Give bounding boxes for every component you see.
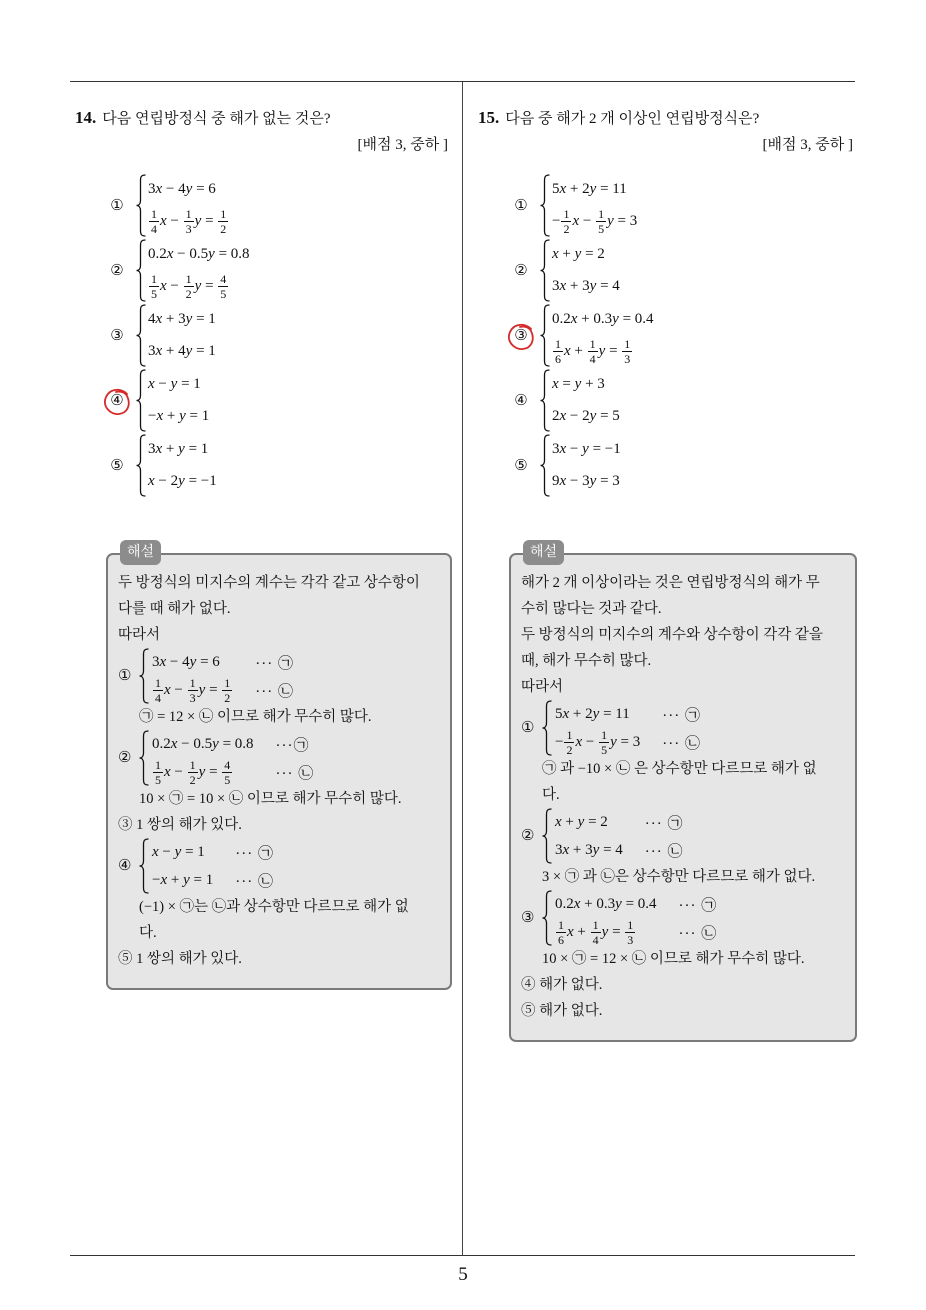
circled-number: ②	[118, 750, 132, 766]
solution-system	[118, 730, 440, 786]
equation-row	[148, 271, 250, 303]
solution-line: ⑤ 1 쌍의 해가 있다.	[118, 951, 242, 967]
math-text: y =	[601, 923, 625, 940]
equation	[555, 896, 657, 913]
math-text: x −	[575, 733, 599, 750]
equation-row	[148, 304, 216, 336]
fraction-denominator: 5	[224, 772, 231, 787]
fraction	[622, 338, 632, 365]
math-text: 0.2x − 0.5y = 0.8	[152, 735, 254, 752]
fraction	[184, 273, 194, 300]
equation-row	[148, 239, 250, 271]
solution-line: ④ 해가 없다.	[521, 977, 603, 993]
curly-brace	[542, 700, 552, 756]
equation-row	[552, 304, 654, 336]
solution-line: ㉠ = 12 × ㉡ 이므로 해가 무수히 많다.	[139, 709, 372, 725]
math-text: x + y = 2	[555, 813, 608, 830]
option-number	[108, 457, 126, 475]
equation-row	[555, 836, 623, 864]
equation-tag: ··· ㉡	[235, 873, 274, 890]
fraction-denominator: 2	[566, 742, 573, 757]
fraction-numerator: 1	[558, 917, 564, 932]
fraction-numerator: 1	[589, 337, 596, 351]
math-text: −	[552, 213, 561, 229]
math-text: y =	[198, 681, 222, 698]
solution-line: 다를 때 해가 없다.	[118, 601, 231, 617]
equation-row	[552, 271, 620, 303]
fraction-denominator: 6	[555, 352, 561, 366]
math-text: 3x + 4y = 1	[148, 343, 216, 359]
fraction-denominator: 2	[185, 287, 192, 301]
fraction-denominator: 5	[598, 222, 605, 236]
equation	[148, 343, 216, 360]
curly-brace	[540, 174, 550, 237]
answer-mark-circle	[505, 320, 537, 352]
fraction	[149, 273, 159, 300]
solution-line: ㉠ 과 −10 × ㉡ 은 상수항만 다르므로 해가 없	[542, 761, 817, 777]
equation-row	[552, 401, 620, 433]
bottom-rule	[70, 1255, 855, 1256]
equation-row	[555, 918, 657, 946]
fraction-numerator: 1	[624, 337, 631, 351]
equation-row	[552, 369, 620, 401]
math-text: 4x + 3y = 1	[148, 311, 216, 327]
fraction-numerator: 1	[155, 757, 161, 772]
equation	[555, 919, 636, 946]
math-text: x −	[572, 213, 596, 229]
equation-system	[552, 434, 621, 498]
answer-option-5	[108, 433, 250, 498]
equation-tag: ···㉠	[275, 737, 310, 754]
math-text: 3x + 3y = 4	[552, 278, 620, 294]
fraction-denominator: 2	[220, 222, 227, 236]
curly-brace	[540, 304, 550, 367]
fraction-numerator: 1	[224, 675, 231, 690]
problem-number: 15.	[478, 108, 500, 127]
math-text: 2x − 2y = 5	[552, 408, 620, 424]
fraction-numerator: 1	[189, 675, 196, 690]
circled-number: ③	[521, 910, 535, 926]
solution-system	[521, 700, 845, 756]
fraction-denominator: 3	[185, 222, 192, 236]
solution-tag: 해설	[523, 540, 564, 565]
equation	[152, 872, 213, 889]
answer-option-2	[108, 238, 250, 303]
solution-line: 때, 해가 무수히 많다.	[521, 653, 652, 669]
fraction-numerator: 1	[566, 727, 573, 742]
circled-number: ④	[110, 392, 124, 409]
curly-brace	[540, 239, 550, 302]
circled-number: ④	[514, 392, 528, 409]
fraction-numerator: 1	[185, 207, 192, 221]
fraction-denominator: 2	[224, 690, 231, 705]
solution-system	[118, 648, 440, 704]
fraction	[222, 677, 232, 704]
answer-option-5	[512, 433, 654, 498]
circled-number: ④	[118, 858, 132, 874]
math-text: y = 3	[607, 213, 638, 229]
equation	[148, 208, 229, 235]
option-number	[108, 327, 126, 345]
solution-body	[521, 570, 845, 1024]
math-text: y =	[198, 763, 222, 780]
equation-tag: ··· ㉡	[678, 925, 718, 942]
circled-number: ②	[521, 828, 535, 844]
fraction-denominator: 6	[558, 932, 564, 947]
equation	[148, 311, 216, 328]
solution-box	[509, 545, 857, 1042]
equation-system	[148, 434, 217, 498]
answer-options	[512, 173, 654, 498]
answer-option-3	[108, 303, 250, 368]
fraction	[153, 759, 163, 786]
curly-brace	[540, 434, 550, 497]
problem-number: 14.	[75, 108, 97, 127]
equation-row	[552, 239, 620, 271]
math-text: y = 3	[610, 733, 641, 750]
equation	[552, 311, 654, 328]
circled-number: ⑤	[514, 457, 528, 474]
answer-option-2	[512, 238, 654, 303]
math-text: 9x − 3y = 3	[552, 473, 620, 489]
answer-option-4	[108, 368, 250, 433]
option-number	[512, 197, 530, 215]
fraction-denominator: 3	[189, 690, 196, 705]
fraction-numerator: 1	[555, 337, 561, 351]
fraction-numerator: 4	[224, 757, 231, 772]
fraction-denominator: 4	[155, 690, 161, 705]
equation-row	[148, 466, 217, 498]
fraction	[188, 677, 198, 704]
equation	[552, 208, 637, 235]
solution-line: 따라서	[118, 627, 161, 643]
circled-number: ②	[514, 262, 528, 279]
fraction	[596, 208, 606, 235]
equation-row	[555, 890, 657, 918]
solution-line: (−1) × ㉠는 ㉡과 상수항만 다르므로 해가 없	[139, 899, 409, 915]
fraction-numerator: 1	[592, 917, 599, 932]
solution-line: 해가 2 개 이상이라는 것은 연립방정식의 해가 무	[521, 575, 820, 591]
math-text: x −	[164, 681, 187, 698]
equation-system	[148, 369, 209, 433]
score-label: [배점 3, 중하 ]	[357, 137, 448, 153]
equation-tag: ··· ㉠	[235, 845, 274, 862]
fraction	[184, 208, 194, 235]
fraction-denominator: 4	[151, 222, 157, 236]
equation	[552, 473, 620, 490]
option-number	[108, 197, 126, 215]
equation	[152, 844, 205, 861]
math-text: y =	[194, 213, 218, 229]
solution-system	[521, 808, 845, 864]
solution-box	[106, 545, 452, 990]
fraction-numerator: 1	[189, 757, 196, 772]
math-text: 3x + 3y = 4	[555, 841, 623, 858]
equation-row	[152, 866, 213, 894]
equation-row	[552, 434, 621, 466]
column-divider	[462, 82, 463, 1256]
fraction-denominator: 4	[589, 352, 596, 366]
solution-line: ⑤ 해가 없다.	[521, 1003, 603, 1019]
curly-brace	[136, 369, 146, 432]
math-text: y =	[194, 278, 218, 294]
equation-row	[152, 676, 233, 704]
math-text: 0.2x + 0.3y = 0.4	[552, 311, 654, 327]
equation-system	[152, 730, 314, 786]
fraction	[591, 919, 601, 946]
fraction-numerator: 4	[220, 272, 227, 286]
question-text: 다음 중 해가 2 개 이상인 연립방정식은?	[505, 111, 760, 127]
equation-system	[552, 239, 620, 303]
curly-brace	[542, 890, 552, 946]
equation-system	[152, 648, 294, 704]
equation	[555, 706, 630, 723]
solution-system	[521, 890, 845, 946]
math-text: 3x + y = 1	[148, 441, 209, 457]
math-text: 0.2x − 0.5y = 0.8	[148, 246, 250, 262]
math-text: −x + y = 1	[148, 408, 210, 424]
equation-system	[552, 174, 637, 238]
curly-brace	[136, 174, 146, 237]
equation	[552, 278, 620, 295]
equation	[148, 408, 209, 425]
equation-tag: ··· ㉠	[255, 655, 295, 672]
solution-line: 두 방정식의 미지수의 계수는 각각 같고 상수항이	[118, 575, 420, 591]
equation-tag: ··· ㉡	[662, 735, 701, 752]
fraction-numerator: 1	[155, 675, 161, 690]
fraction-numerator: 1	[151, 272, 157, 286]
option-number	[512, 262, 530, 280]
equation	[148, 181, 216, 198]
equation-system	[148, 239, 250, 303]
equation-system	[555, 700, 701, 756]
fraction-denominator: 3	[627, 932, 634, 947]
equation	[552, 441, 621, 458]
math-text: x = y + 3	[552, 376, 605, 392]
equation-row	[148, 369, 209, 401]
circled-number: ①	[521, 720, 535, 736]
math-text: −	[555, 733, 564, 750]
math-text: 3x − y = −1	[552, 441, 621, 457]
equation	[152, 736, 254, 753]
math-text: 5x + 2y = 11	[555, 705, 630, 722]
equation-system	[552, 304, 654, 368]
equation-row	[552, 466, 621, 498]
solution-line: 따라서	[521, 679, 564, 695]
equation	[148, 246, 250, 263]
equation-system	[148, 304, 216, 368]
equation-system	[148, 174, 229, 238]
equation	[552, 338, 633, 365]
equation-row	[552, 336, 654, 368]
equation	[555, 842, 623, 859]
solution-line: 10 × ㉠ = 12 × ㉡ 이므로 해가 무수히 많다.	[542, 951, 805, 967]
solution-line: 10 × ㉠ = 10 × ㉡ 이므로 해가 무수히 많다.	[139, 791, 402, 807]
fraction-denominator: 3	[624, 352, 631, 366]
math-text: −x + y = 1	[152, 871, 214, 888]
equation-row	[152, 758, 254, 786]
equation-tag: ··· ㉠	[662, 707, 701, 724]
equation	[148, 273, 229, 300]
equation-tag: ··· ㉠	[644, 815, 684, 832]
option-number	[512, 457, 530, 475]
curly-brace	[542, 808, 552, 864]
solution-line: 수히 많다는 것과 같다.	[521, 601, 662, 617]
equation	[555, 729, 640, 756]
circled-number: ①	[110, 197, 124, 214]
equation-row	[148, 206, 229, 238]
option-number	[512, 327, 530, 345]
solution-system	[118, 838, 440, 894]
answer-mark-circle	[101, 385, 133, 417]
equation-row	[148, 401, 209, 433]
circled-number: ③	[514, 327, 528, 344]
option-number	[512, 392, 530, 410]
math-text: x + y = 2	[552, 246, 605, 262]
fraction	[218, 273, 228, 300]
fraction	[153, 677, 163, 704]
fraction-numerator: 1	[598, 207, 605, 221]
math-text: 5x + 2y = 11	[552, 181, 627, 197]
solution-line: 3 × ㉠ 과 ㉡은 상수항만 다르므로 해가 없다.	[542, 869, 816, 885]
fraction-denominator: 5	[220, 287, 227, 301]
fraction	[188, 759, 198, 786]
math-text: 3x − 4y = 6	[148, 181, 216, 197]
fraction	[556, 919, 566, 946]
equation-system	[555, 808, 684, 864]
equation	[555, 814, 608, 831]
equation	[552, 408, 620, 425]
fraction	[625, 919, 635, 946]
fraction	[588, 338, 598, 365]
fraction-denominator: 5	[151, 287, 157, 301]
equation-row	[555, 808, 623, 836]
equation	[148, 441, 208, 458]
curly-brace	[139, 648, 149, 704]
solution-body	[118, 570, 440, 972]
circled-number: ①	[118, 668, 132, 684]
question-header	[478, 107, 759, 130]
curly-brace	[136, 434, 146, 497]
solution-line: 다.	[139, 925, 157, 941]
fraction	[599, 729, 609, 756]
fraction-numerator: 1	[220, 207, 227, 221]
fraction-denominator: 5	[155, 772, 161, 787]
circled-number: ②	[110, 262, 124, 279]
answer-option-3	[512, 303, 654, 368]
question-text: 다음 연립방정식 중 해가 없는 것은?	[102, 111, 331, 127]
solution-line: 다.	[542, 787, 560, 803]
option-number	[108, 392, 126, 410]
curly-brace	[136, 239, 146, 302]
solution-tag: 해설	[120, 540, 161, 565]
equation	[152, 677, 233, 704]
answer-options	[108, 173, 250, 498]
math-text: x +	[567, 923, 590, 940]
fraction-denominator: 4	[592, 932, 599, 947]
equation-system	[152, 838, 274, 894]
fraction-numerator: 1	[601, 727, 608, 742]
solution-line: 두 방정식의 미지수의 계수와 상수항이 각각 같을	[521, 627, 823, 643]
curly-brace	[139, 838, 149, 894]
math-text: y =	[598, 343, 622, 359]
math-text: x − y = 1	[148, 376, 201, 392]
equation	[148, 376, 201, 393]
equation-row	[555, 700, 640, 728]
equation-tag: ··· ㉡	[275, 765, 315, 782]
fraction-numerator: 1	[185, 272, 192, 286]
page-number: 5	[458, 1264, 468, 1285]
equation	[152, 759, 233, 786]
equation-row	[552, 174, 637, 206]
fraction-denominator: 5	[601, 742, 608, 757]
fraction	[222, 759, 232, 786]
equation-row	[152, 648, 233, 676]
equation-system	[555, 890, 717, 946]
circled-number: ⑤	[110, 457, 124, 474]
fraction-numerator: 1	[627, 917, 634, 932]
equation	[552, 376, 605, 393]
fraction-numerator: 1	[563, 207, 570, 221]
fraction	[553, 338, 563, 365]
equation	[152, 654, 220, 671]
equation-row	[152, 730, 254, 758]
fraction	[218, 208, 228, 235]
answer-option-1	[108, 173, 250, 238]
math-text: x −	[160, 213, 183, 229]
curly-brace	[136, 304, 146, 367]
fraction-denominator: 2	[563, 222, 570, 236]
equation	[148, 473, 217, 490]
curly-brace	[139, 730, 149, 786]
math-text: x −	[164, 763, 187, 780]
equation-row	[552, 206, 637, 238]
math-text: x − 2y = −1	[148, 473, 217, 489]
fraction-denominator: 2	[189, 772, 196, 787]
equation-row	[555, 728, 640, 756]
math-text: 3x − 4y = 6	[152, 653, 220, 670]
fraction	[149, 208, 159, 235]
fraction	[564, 729, 574, 756]
math-text: 0.2x + 0.3y = 0.4	[555, 895, 657, 912]
equation-row	[148, 336, 216, 368]
circled-number: ①	[514, 197, 528, 214]
math-text: x +	[564, 343, 587, 359]
option-number	[108, 262, 126, 280]
equation-tag: ··· ㉡	[255, 683, 295, 700]
question-header	[75, 107, 331, 130]
math-text: x −	[160, 278, 183, 294]
equation	[552, 246, 605, 263]
curly-brace	[540, 369, 550, 432]
equation-tag: ··· ㉡	[644, 843, 684, 860]
answer-option-1	[512, 173, 654, 238]
equation-system	[552, 369, 620, 433]
equation-row	[148, 434, 217, 466]
fraction-numerator: 1	[151, 207, 157, 221]
answer-option-4	[512, 368, 654, 433]
equation-row	[152, 838, 213, 866]
solution-line: ③ 1 쌍의 해가 있다.	[118, 817, 242, 833]
equation-tag: ··· ㉠	[678, 897, 718, 914]
equation	[552, 181, 627, 198]
score-label: [배점 3, 중하 ]	[762, 137, 853, 153]
fraction	[561, 208, 571, 235]
circled-number: ③	[110, 327, 124, 344]
math-text: x − y = 1	[152, 843, 205, 860]
equation-row	[148, 174, 229, 206]
